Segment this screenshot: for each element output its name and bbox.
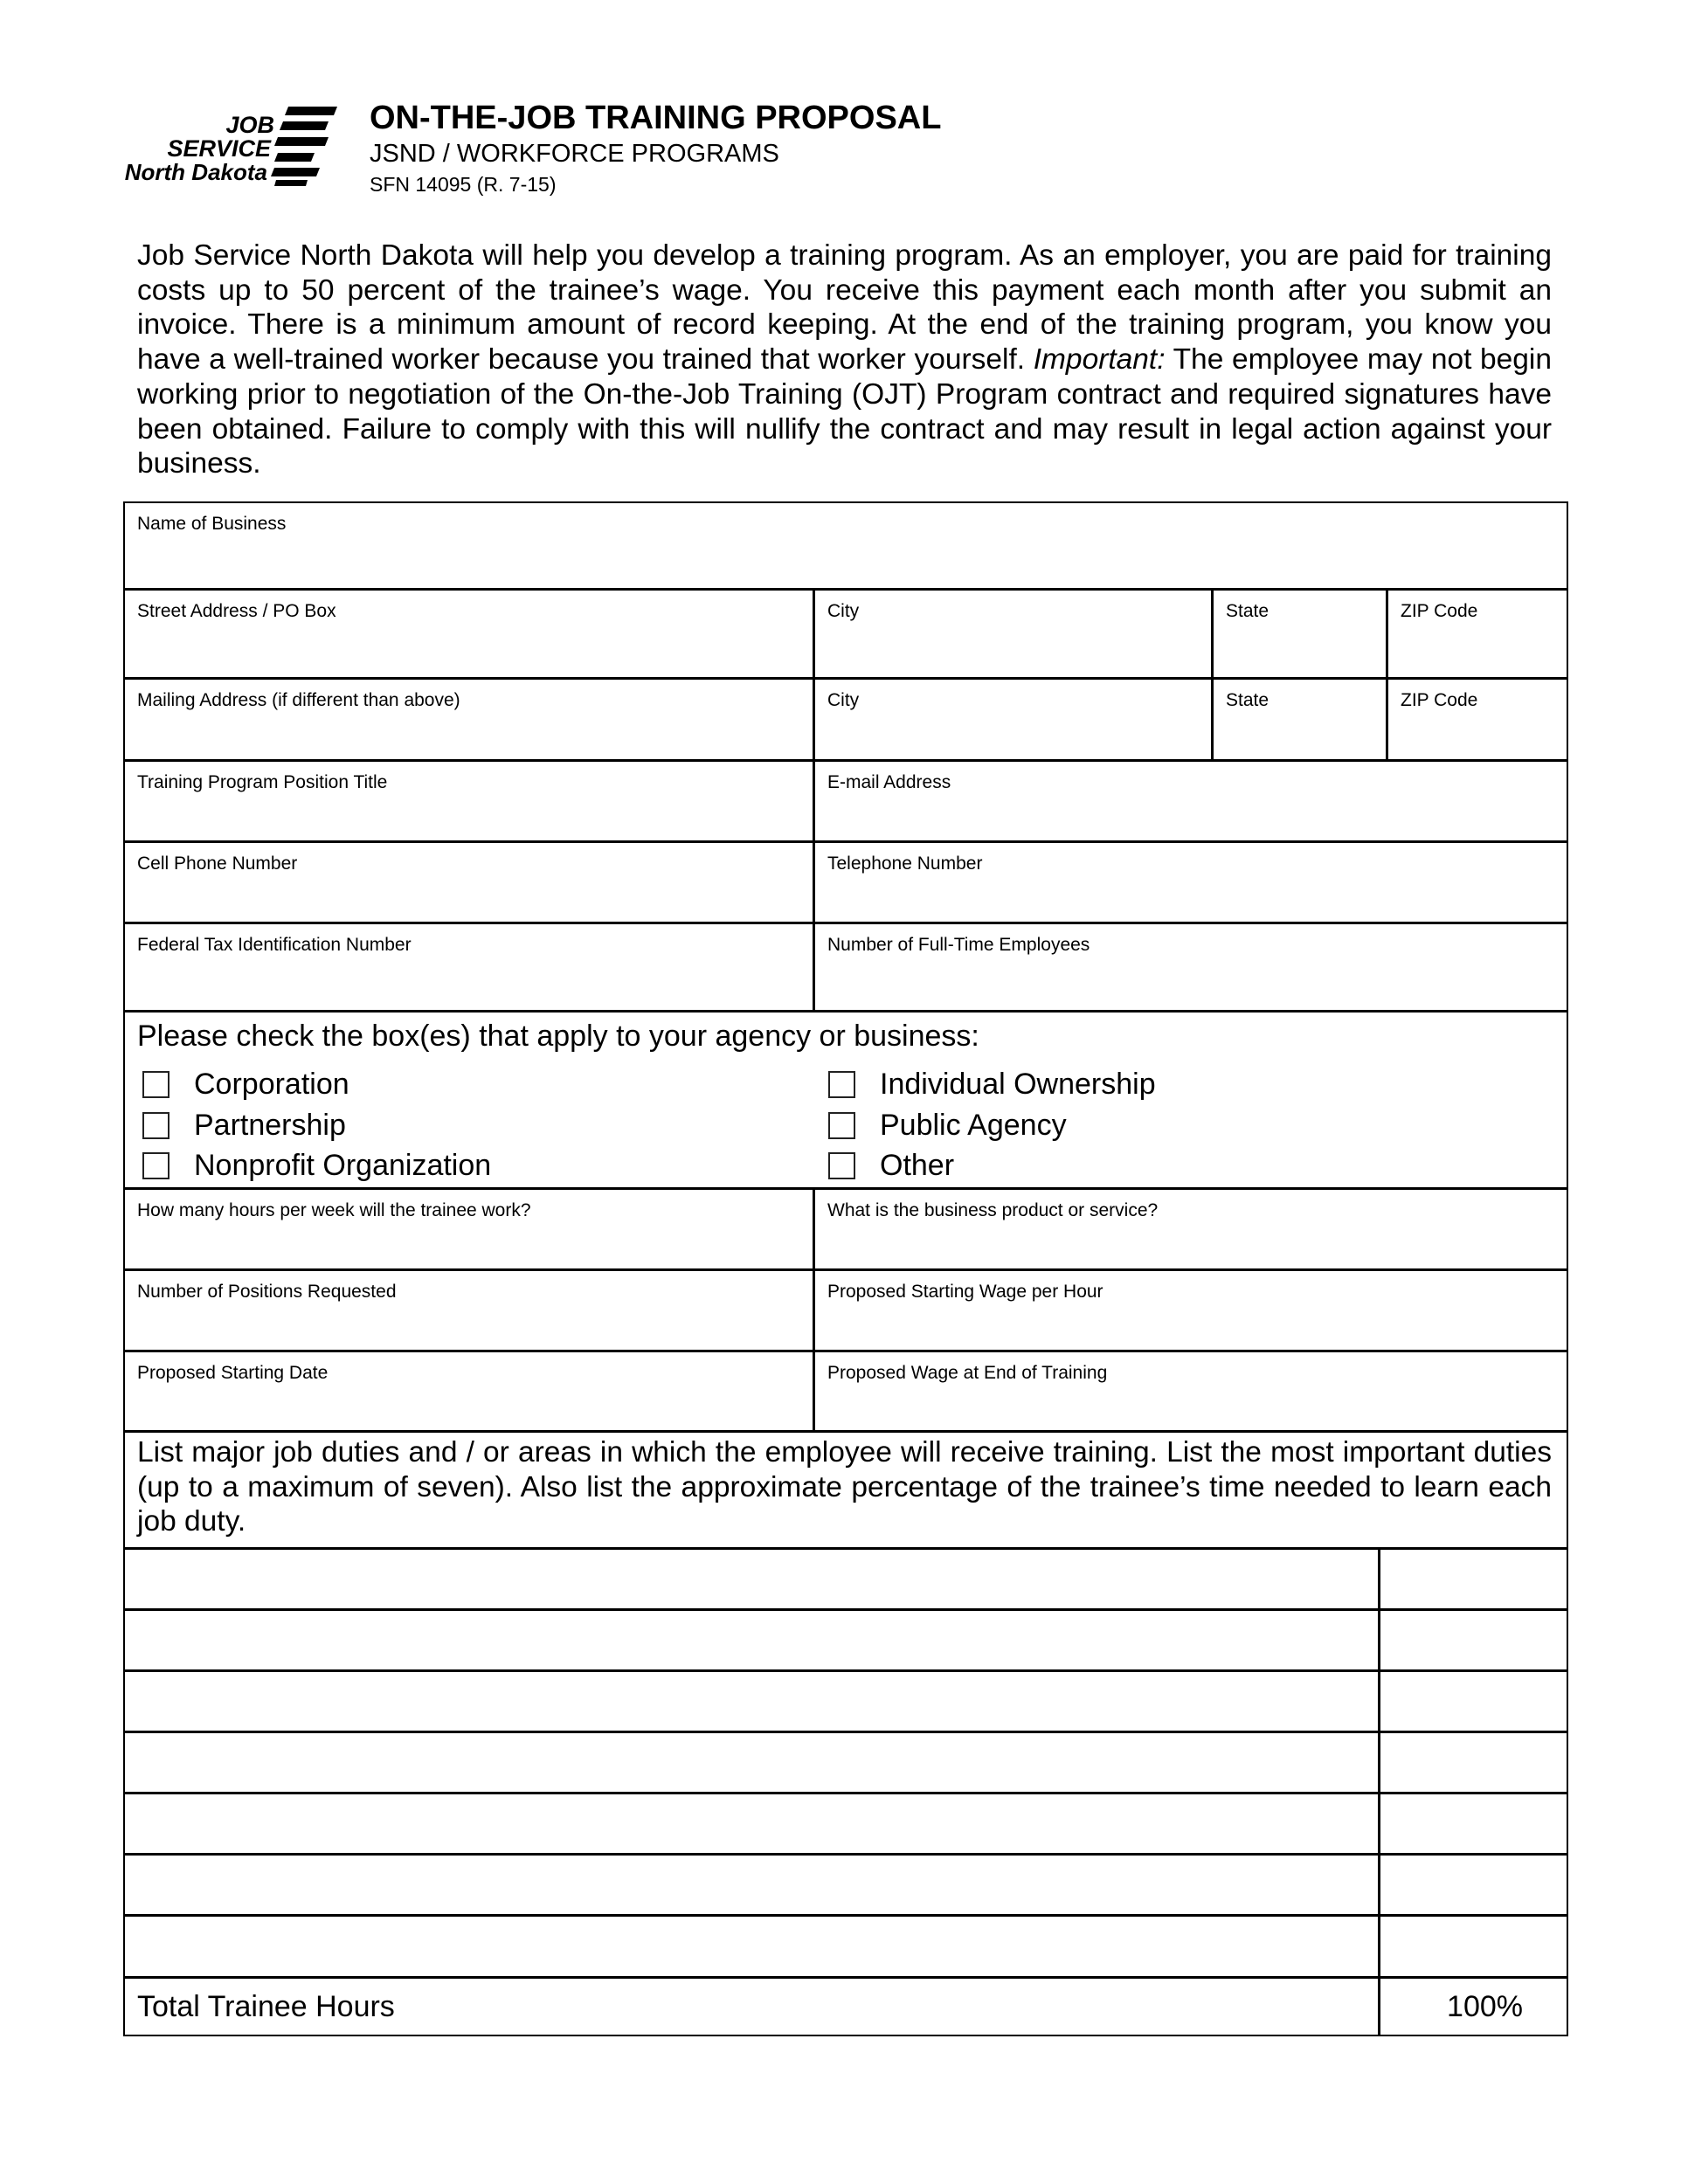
duty-field-2[interactable] xyxy=(135,1635,1367,1664)
email-cell xyxy=(813,760,1568,842)
duty-field-5[interactable] xyxy=(135,1818,1367,1848)
starting-date-cell xyxy=(123,1351,814,1432)
mailing-state-field[interactable] xyxy=(1224,724,1375,754)
street-address-cell xyxy=(123,589,814,679)
duty-percent-field-5[interactable] xyxy=(1391,1818,1556,1848)
position-title-field[interactable] xyxy=(135,805,802,835)
form-number: SFN 14095 (R. 7-15) xyxy=(370,173,557,196)
street-address-label: Street Address / PO Box xyxy=(137,601,336,621)
mailing-address-field[interactable] xyxy=(135,724,802,754)
duty-field-4[interactable] xyxy=(135,1757,1367,1787)
full-time-employees-label: Number of Full-Time Employees xyxy=(827,935,1090,955)
nonprofit-checkbox[interactable] xyxy=(142,1152,169,1179)
checkbox-row-public-agency[interactable] xyxy=(828,1108,1067,1143)
partnership-checkbox[interactable] xyxy=(142,1112,169,1139)
important-label: Important: xyxy=(1033,343,1166,377)
telephone-cell xyxy=(813,841,1568,923)
hours-per-week-field[interactable] xyxy=(135,1234,802,1263)
starting-wage-field[interactable] xyxy=(826,1315,1556,1344)
mailing-state-label: State xyxy=(1226,690,1269,710)
mailing-city-field[interactable] xyxy=(826,724,1200,754)
duty-percent-5 xyxy=(1379,1793,1568,1855)
job-service-logo xyxy=(124,102,344,190)
intro-paragraph xyxy=(137,238,1552,481)
duty-row-1 xyxy=(123,1548,1380,1610)
duty-row-7 xyxy=(123,1915,1380,1978)
city-field[interactable] xyxy=(826,642,1200,672)
name-of-business-field[interactable] xyxy=(135,553,1556,583)
duty-row-2 xyxy=(123,1609,1380,1671)
starting-wage-label: Proposed Starting Wage per Hour xyxy=(827,1282,1103,1302)
individual-ownership-label: Individual Ownership xyxy=(880,1068,1156,1101)
form-subtitle: JSND / WORKFORCE PROGRAMS xyxy=(370,140,779,168)
state-field[interactable] xyxy=(1224,642,1375,672)
street-address-field[interactable] xyxy=(135,642,802,672)
cell-phone-label: Cell Phone Number xyxy=(137,854,298,874)
duty-row-4 xyxy=(123,1731,1380,1794)
public-agency-label: Public Agency xyxy=(880,1109,1067,1142)
email-label: E-mail Address xyxy=(827,772,951,792)
full-time-employees-field[interactable] xyxy=(826,975,1556,1005)
duty-row-6 xyxy=(123,1854,1380,1916)
corporation-checkbox[interactable] xyxy=(142,1071,169,1098)
duty-percent-6 xyxy=(1379,1854,1568,1916)
full-time-employees-cell xyxy=(813,923,1568,1012)
intro-text-start: Job Service North Dakota will help you develop a training program. As an employer, you are paid for training costs up to 50 percent of the trainee’s wage. You receive this payment each month after you submit an invoice. There is a minimum amount of record keeping. At the end of the training program, you know you have a well-trained worker because you trained that worker yourself. xyxy=(137,239,1552,377)
mailing-city-cell xyxy=(813,678,1213,761)
mailing-state-cell xyxy=(1212,678,1387,761)
zip-code-field[interactable] xyxy=(1399,642,1556,672)
duty-row-5 xyxy=(123,1793,1380,1855)
product-service-label: What is the business product or service? xyxy=(827,1200,1159,1220)
duty-percent-1 xyxy=(1379,1548,1568,1610)
checkbox-row-individual-ownership[interactable] xyxy=(828,1067,1156,1102)
name-of-business-label: Name of Business xyxy=(137,514,287,534)
telephone-field[interactable] xyxy=(826,887,1556,916)
state-cell xyxy=(1212,589,1387,679)
positions-requested-label: Number of Positions Requested xyxy=(137,1282,397,1302)
individual-ownership-checkbox[interactable] xyxy=(828,1071,855,1098)
duty-field-6[interactable] xyxy=(135,1879,1367,1909)
job-duties-instructions: List major job duties and / or areas in which the employee will receive training. List the most important duties (up to a maximum of seven). Also list the approximate percentage of the trainee’s time needed to learn each job duty. xyxy=(137,1436,1552,1538)
mailing-address-cell xyxy=(123,678,814,761)
duty-field-7[interactable] xyxy=(135,1941,1367,1971)
checkbox-row-partnership[interactable] xyxy=(142,1108,346,1143)
total-hours-cell xyxy=(123,1977,1380,2036)
position-title-cell xyxy=(123,760,814,842)
city-cell xyxy=(813,589,1213,679)
starting-date-field[interactable] xyxy=(135,1395,802,1425)
duty-percent-field-1[interactable] xyxy=(1391,1573,1556,1603)
positions-requested-field[interactable] xyxy=(135,1315,802,1344)
total-percent-value: 100% xyxy=(1447,1989,1523,2023)
zip-code-cell xyxy=(1387,589,1568,679)
business-type-prompt: Please check the box(es) that apply to your agency or business: xyxy=(137,1019,979,1053)
duty-field-3[interactable] xyxy=(135,1696,1367,1725)
email-field[interactable] xyxy=(826,805,1556,835)
public-agency-checkbox[interactable] xyxy=(828,1112,855,1139)
product-service-cell xyxy=(813,1188,1568,1270)
duty-percent-3 xyxy=(1379,1670,1568,1732)
cell-phone-cell xyxy=(123,841,814,923)
telephone-label: Telephone Number xyxy=(827,854,983,874)
checkbox-row-corporation[interactable] xyxy=(142,1067,349,1102)
duty-row-3 xyxy=(123,1670,1380,1732)
logo-line-3: North Dakota xyxy=(124,159,267,185)
duty-percent-2 xyxy=(1379,1609,1568,1671)
tax-id-cell xyxy=(123,923,814,1012)
duty-percent-field-3[interactable] xyxy=(1391,1696,1556,1725)
duty-percent-field-4[interactable] xyxy=(1391,1757,1556,1787)
name-of-business-cell xyxy=(123,501,1568,590)
total-percent-cell xyxy=(1379,1977,1568,2036)
corporation-label: Corporation xyxy=(194,1068,349,1101)
total-hours-label: Total Trainee Hours xyxy=(137,1989,395,2023)
duty-percent-7 xyxy=(1379,1915,1568,1978)
partnership-label: Partnership xyxy=(194,1109,346,1142)
product-service-field[interactable] xyxy=(826,1234,1556,1263)
mailing-zip-code-label: ZIP Code xyxy=(1401,690,1478,710)
cell-phone-field[interactable] xyxy=(135,887,802,916)
logo-line-1: JOB xyxy=(225,112,274,138)
checkbox-row-other[interactable] xyxy=(828,1148,954,1183)
city-label: City xyxy=(827,601,860,621)
logo-stripes-icon xyxy=(271,107,337,186)
hours-per-week-cell xyxy=(123,1188,814,1270)
duty-percent-field-2[interactable] xyxy=(1391,1635,1556,1664)
positions-requested-cell xyxy=(123,1269,814,1351)
other-checkbox[interactable] xyxy=(828,1152,855,1179)
mailing-zip-code-field[interactable] xyxy=(1399,724,1556,754)
duty-percent-field-6[interactable] xyxy=(1391,1879,1556,1909)
starting-date-label: Proposed Starting Date xyxy=(137,1363,329,1383)
tax-id-field[interactable] xyxy=(135,975,802,1005)
zip-code-label: ZIP Code xyxy=(1401,601,1478,621)
duty-percent-field-7[interactable] xyxy=(1391,1941,1556,1971)
mailing-zip-code-cell xyxy=(1387,678,1568,761)
end-wage-cell xyxy=(813,1351,1568,1432)
hours-per-week-label: How many hours per week will the trainee work? xyxy=(137,1200,531,1220)
checkbox-row-nonprofit[interactable] xyxy=(142,1148,491,1183)
end-wage-field[interactable] xyxy=(826,1395,1556,1425)
form-title: ON-THE-JOB TRAINING PROPOSAL xyxy=(370,100,942,136)
tax-id-label: Federal Tax Identification Number xyxy=(137,935,412,955)
intro-text-end: The employee may not begin working prior to negotiation of the On-the-Job Training (OJT) Program contract and required signatures have been obtained. Failure to comply with this will nullify the contract and may result in legal action against your business. xyxy=(137,343,1553,480)
state-label: State xyxy=(1226,601,1269,621)
mailing-city-label: City xyxy=(827,690,860,710)
other-label: Other xyxy=(880,1149,955,1182)
mailing-address-label: Mailing Address (if different than above) xyxy=(137,690,460,710)
starting-wage-cell xyxy=(813,1269,1568,1351)
nonprofit-label: Nonprofit Organization xyxy=(194,1149,492,1182)
end-wage-label: Proposed Wage at End of Training xyxy=(827,1363,1108,1383)
duty-field-1[interactable] xyxy=(135,1573,1367,1603)
duty-percent-4 xyxy=(1379,1731,1568,1794)
logo-line-2: SERVICE xyxy=(167,135,271,162)
position-title-label: Training Program Position Title xyxy=(137,772,388,792)
